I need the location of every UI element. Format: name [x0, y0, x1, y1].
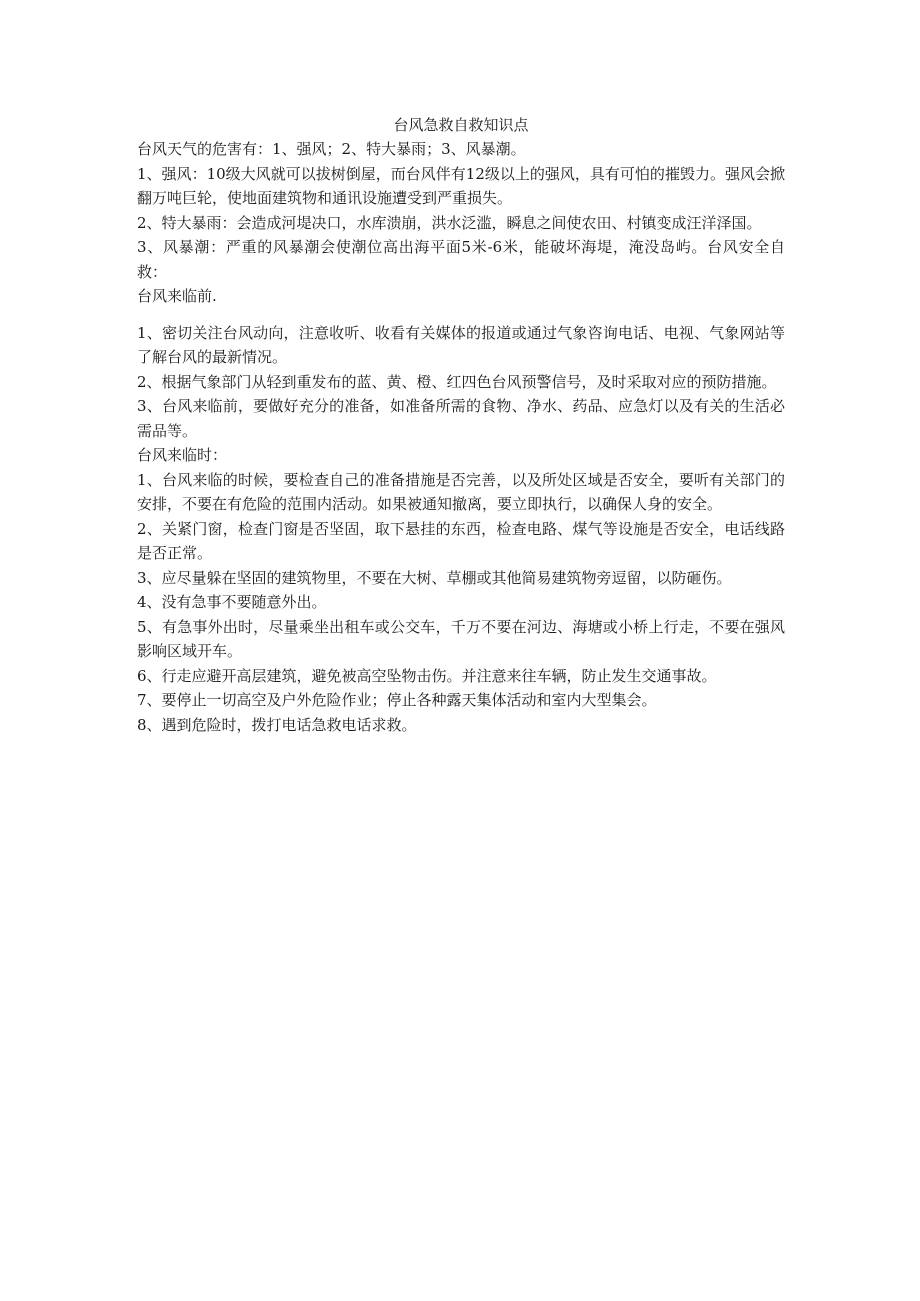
before-item-2: 2、根据气象部门从轻到重发布的蓝、黄、橙、红四色台风预警信号，及时采取对应的预防措施。: [137, 372, 777, 391]
during-item-8: 8、遇到危险时，拨打电话急救电话求救。: [137, 715, 417, 734]
hazard-heavy-rain: 2、特大暴雨：会造成河堤决口，水库溃崩，洪水泛滥，瞬息之间使农田、村镇变成汪洋泽国。: [137, 213, 762, 232]
paragraph-spacer: [137, 309, 785, 321]
before-item-3: 3、台风来临前，要做好充分的准备，如准备所需的食物、净水、药品、应急灯以及有关的生活必需品等。: [137, 397, 785, 440]
during-item-1: 1、台风来临的时候，要检查自己的准备措施是否完善，以及所处区域是否安全，要听有关部门的安排，不要在有危险的范围内活动。如果被通知撤离，要立即执行，以确保人身的安全。: [137, 470, 785, 513]
during-item-3: 3、应尽量躲在坚固的建筑物里，不要在大树、草棚或其他简易建筑物旁逗留，以防砸伤。: [137, 568, 732, 587]
during-item-4: 4、没有急事不要随意外出。: [137, 593, 327, 611]
during-item-6: 6、行走应避开高层建筑，避免被高空坠物击伤。并注意来往车辆，防止发生交通事故。: [137, 666, 717, 685]
hazard-storm-surge: 3、风暴潮：严重的风暴潮会使潮位高出海平面5米-6米，能破坏海堤，淹没岛屿。台风安全自救：: [137, 238, 785, 281]
section-before-typhoon: 台风来临前.: [137, 287, 217, 305]
during-item-5: 5、有急事外出时，尽量乘坐出租车或公交车，千万不要在河边、海塘或小桥上行走，不要在强风影响区域开车。: [137, 617, 785, 660]
during-item-7: 7、要停止一切高空及户外危险作业；停止各种露天集体活动和室内大型集会。: [137, 691, 657, 709]
section-during-typhoon: 台风来临时：: [137, 446, 228, 464]
document-page: [137, 113, 785, 737]
hazard-strong-wind: 1、强风：10级大风就可以拔树倒屋，而台风伴有12级以上的强风，具有可怕的摧毁力。强风会掀翻万吨巨轮，使地面建筑物和通讯设施遭受到严重损失。: [137, 164, 785, 207]
during-item-2: 2、关紧门窗，检查门窗是否坚固，取下悬挂的东西，检查电路、煤气等设施是否安全，电话线路是否正常。: [137, 519, 785, 562]
document-title: 台风急救自救知识点: [393, 116, 529, 134]
intro-hazards: 台风天气的危害有：1、强风；2、特大暴雨；3、风暴潮。: [137, 140, 526, 158]
before-item-1: 1、密切关注台风动向，注意收听、收看有关媒体的报道或通过气象咨询电话、电视、气象网站等了解台风的最新情况。: [137, 323, 785, 366]
